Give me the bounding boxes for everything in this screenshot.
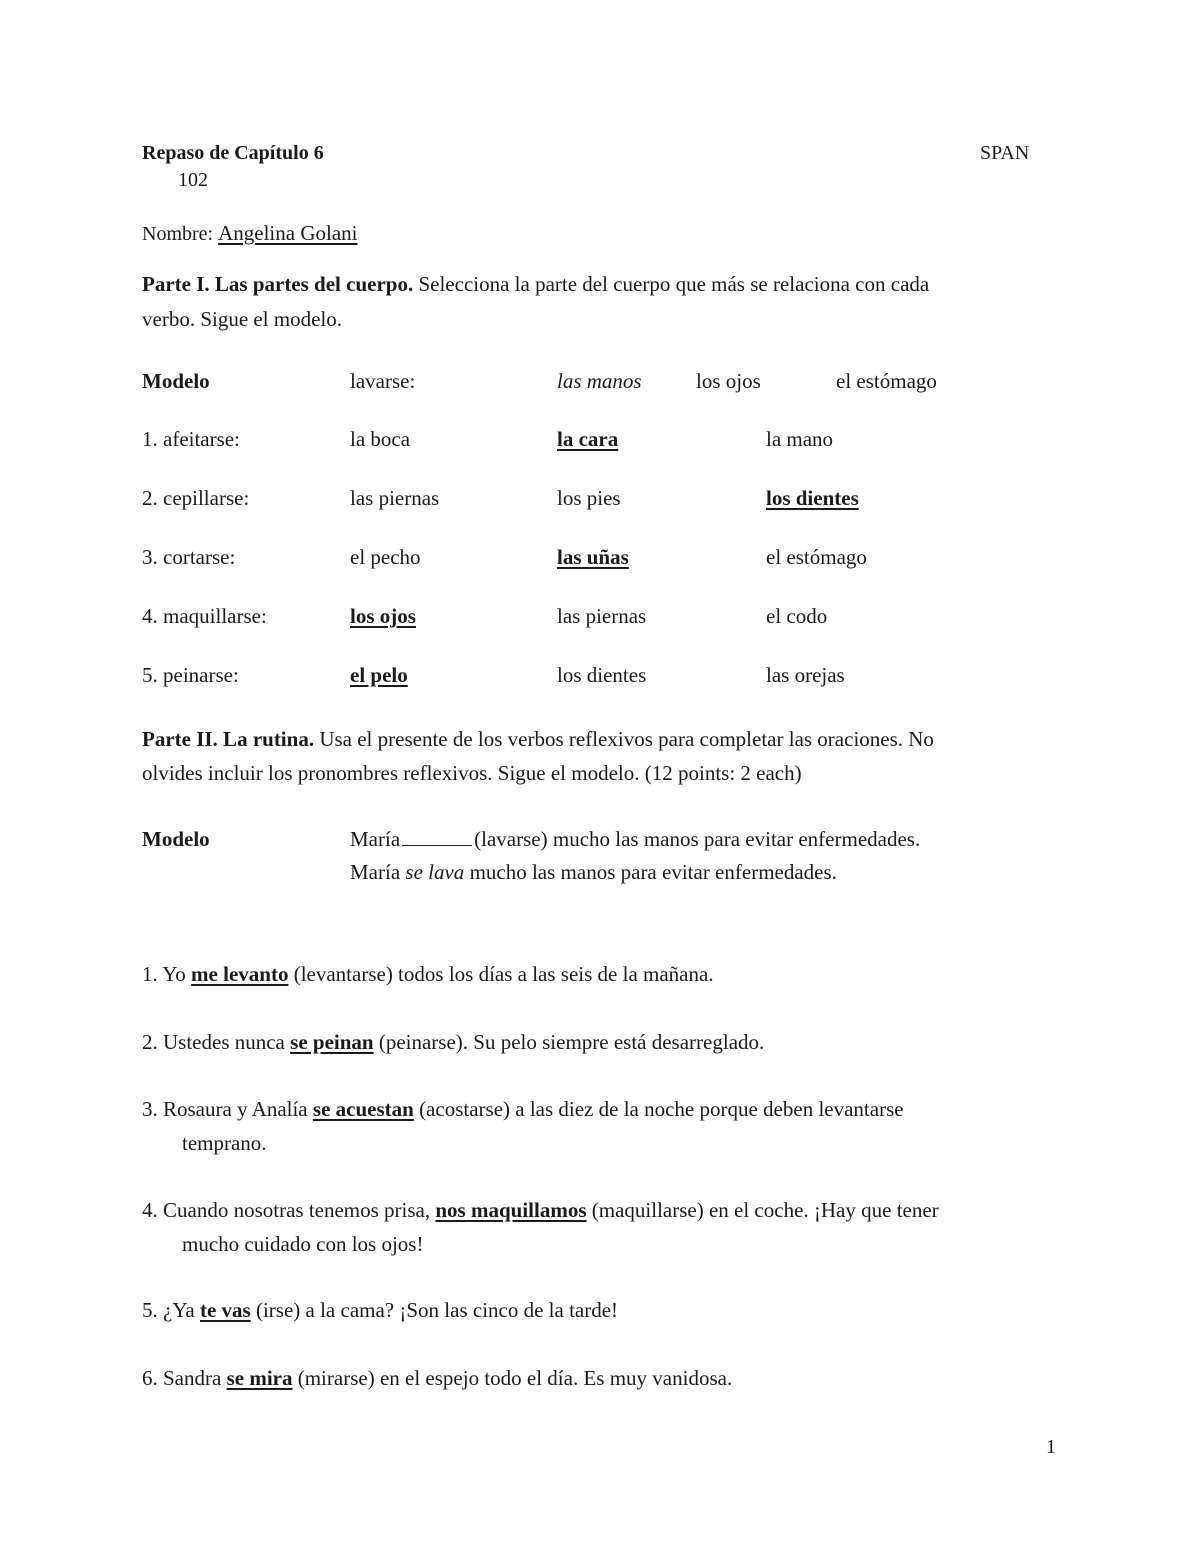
item-option: el pecho: [350, 545, 421, 569]
item-option-selected: la cara: [557, 427, 619, 451]
part2-item: [142, 1366, 732, 1391]
item-suffix: (maquillarse) en el coche. ¡Hay que tener: [591, 1198, 939, 1222]
item-continuation: mucho cuidado con los ojos!: [182, 1232, 424, 1256]
item-answer: te vas: [199, 1298, 251, 1322]
item-option: la mano: [766, 427, 834, 451]
part2-instructions: [142, 727, 934, 752]
item-option-selected: las uñas: [557, 545, 629, 569]
item-option: la boca: [350, 427, 411, 451]
course-code: SPAN: [980, 142, 1030, 164]
item-option: el estómago: [766, 545, 867, 569]
item-option: los pies: [557, 486, 621, 510]
item-verb: 4. maquillarse:: [142, 604, 267, 628]
model-label: Modelo: [142, 369, 210, 393]
item-answer: nos maquillamos: [435, 1198, 587, 1222]
item-option: las orejas: [766, 663, 845, 687]
part2-model-label: Modelo: [142, 827, 210, 851]
model-option-answer: las manos: [557, 369, 642, 393]
item-option-selected: los ojos: [350, 604, 416, 628]
part2-item: [142, 1298, 618, 1323]
model-option: el estómago: [836, 369, 937, 393]
student-name-label: Nombre:: [142, 223, 214, 245]
item-option-selected: los dientes: [766, 486, 859, 510]
part1-instructions: [142, 272, 929, 297]
page-number: 1: [1046, 1436, 1056, 1458]
course-number: 102: [178, 169, 208, 191]
item-verb: 1. afeitarse:: [142, 427, 240, 451]
item-continuation: temprano.: [182, 1131, 267, 1155]
item-suffix: (irse) a la cama? ¡Son las cinco de la tarde!: [255, 1298, 619, 1322]
item-prefix: 1. Yo: [142, 962, 186, 986]
item-answer: se acuestan: [312, 1097, 414, 1121]
item-prefix: 6. Sandra: [142, 1366, 222, 1390]
part1-heading: Parte I. Las partes del cuerpo.: [142, 272, 414, 296]
student-name-field: [142, 221, 357, 246]
item-option: las piernas: [557, 604, 647, 628]
model-option: los ojos: [696, 369, 761, 393]
part2-item: [142, 962, 714, 987]
item-suffix: (acostarse) a las diez de la noche porque deben levantarse: [419, 1097, 904, 1121]
item-option: los dientes: [557, 663, 647, 687]
part2-item: [142, 1097, 904, 1122]
item-verb: 3. cortarse:: [142, 545, 236, 569]
part2-model-prompt: María (lavarse) mucho las manos para evitar enfermedades.: [350, 827, 921, 851]
model-answer: se lava: [405, 860, 465, 884]
part2-instruction-line2: olvides incluir los pronombres reflexivos. Sigue el modelo. (12 points: 2 each): [142, 761, 802, 785]
part2-item: [142, 1198, 939, 1223]
item-suffix: (peinarse). Su pelo siempre está desarreglado.: [378, 1030, 765, 1054]
item-prefix: 4. Cuando nosotras tenemos prisa,: [142, 1198, 431, 1222]
student-name-value: Angelina Golani: [218, 221, 358, 245]
part1-instruction-line2: verbo. Sigue el modelo.: [142, 307, 343, 331]
item-suffix: (levantarse) todos los días a las seis de la mañana.: [293, 962, 714, 986]
item-prefix: 2. Ustedes nunca: [142, 1030, 285, 1054]
item-answer: se peinan: [290, 1030, 374, 1054]
item-verb: 5. peinarse:: [142, 663, 239, 687]
item-verb: 2. cepillarse:: [142, 486, 250, 510]
part1-instruction-line1: Selecciona la parte del cuerpo que más se relaciona con cada: [418, 272, 930, 296]
item-option: el codo: [766, 604, 828, 628]
document-title: Repaso de Capítulo 6: [142, 142, 324, 164]
item-suffix: (mirarse) en el espejo todo el día. Es muy vanidosa.: [297, 1366, 733, 1390]
item-prefix: 5. ¿Ya: [142, 1298, 195, 1322]
blank-line: [402, 829, 472, 846]
part2-instruction-line1: Usa el presente de los verbos reflexivos para completar las oraciones. No: [319, 727, 934, 751]
part2-model-answer-line: María se lava mucho las manos para evitar enfermedades.: [350, 860, 837, 884]
item-option-selected: el pelo: [350, 663, 408, 687]
item-answer: me levanto: [191, 962, 289, 986]
part2-heading: Parte II. La rutina.: [142, 727, 315, 751]
item-prefix: 3. Rosaura y Analía: [142, 1097, 308, 1121]
item-option: las piernas: [350, 486, 440, 510]
model-verb: lavarse:: [350, 369, 416, 393]
item-answer: se mira: [226, 1366, 293, 1390]
part2-item: [142, 1030, 764, 1055]
